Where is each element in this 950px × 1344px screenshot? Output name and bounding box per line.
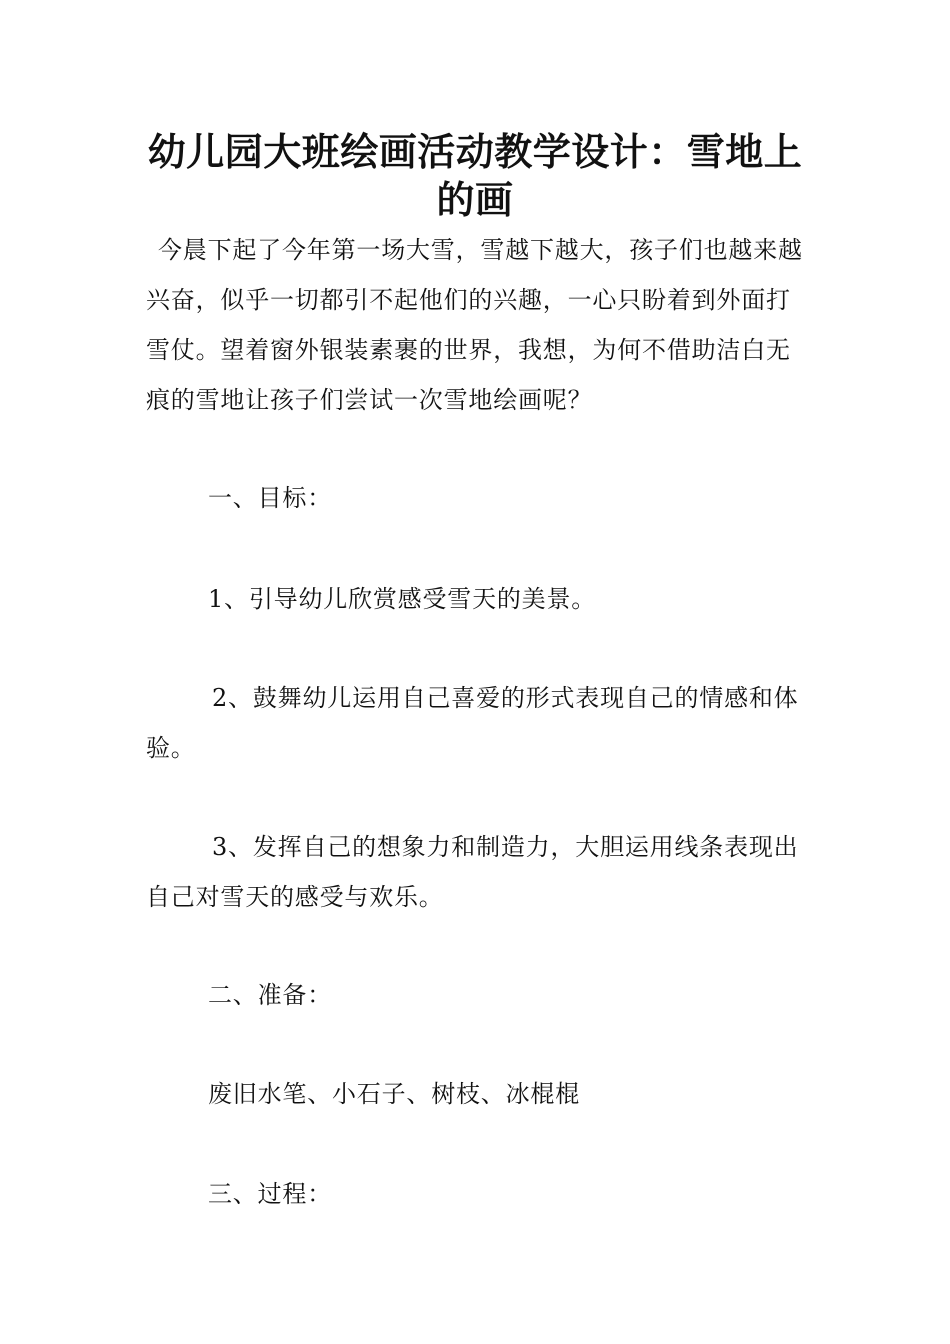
- page-title: 幼儿园大班绘画活动教学设计：雪地上的画: [147, 130, 803, 222]
- goal-item-1: 1、引导幼儿欣赏感受雪天的美景。: [208, 585, 597, 613]
- goal-item-2: 2、鼓舞幼儿运用自己喜爱的形式表现自己的情感和体验。: [146, 684, 799, 762]
- section-heading-goals: 一、目标：: [208, 484, 332, 512]
- goal-item-3: 3、发挥自己的想象力和制造力，大胆运用线条表现出自己对雪天的感受与欢乐。: [146, 833, 799, 911]
- intro-paragraph: 今晨下起了今年第一场大雪，雪越下越大，孩子们也越来越兴奋，似乎一切都引不起他们的兴趣，一心只盼着到外面打雪仗。望着窗外银装素裹的世界，我想，为何不借助洁白无痕的雪地让孩子们尝试一次雪地绘画呢？: [146, 236, 803, 414]
- materials-list: 废旧水笔、小石子、树枝、冰棍棍: [208, 1080, 580, 1108]
- section-heading-process: 三、过程：: [208, 1180, 332, 1208]
- section-heading-preparation: 二、准备：: [208, 981, 332, 1009]
